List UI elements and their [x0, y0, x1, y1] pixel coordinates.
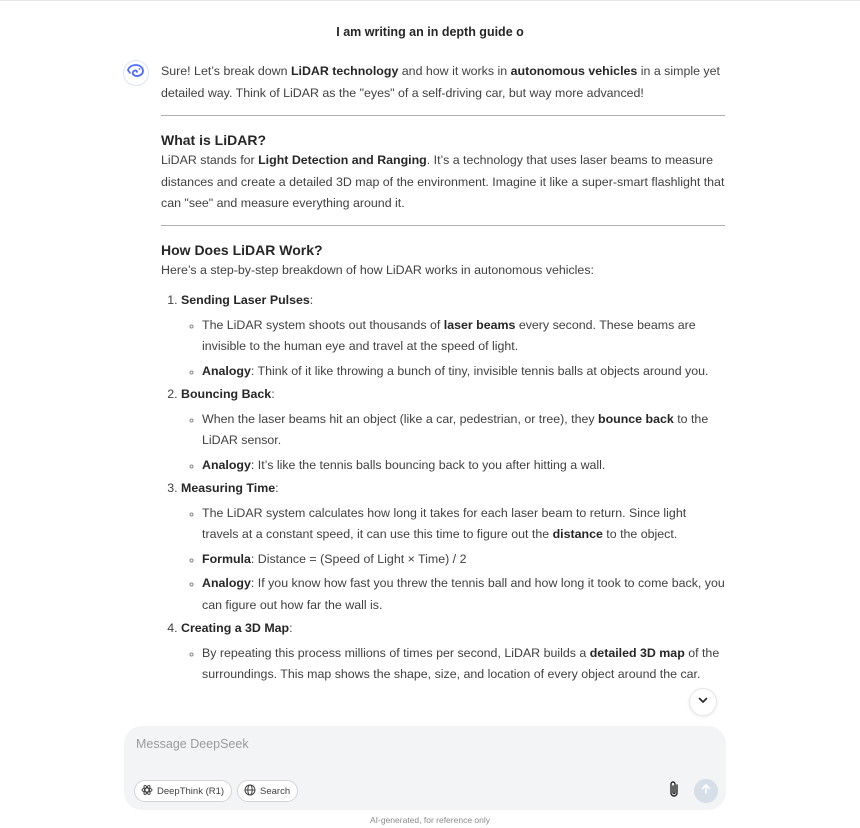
- section-intro: Here’s a step-by-step breakdown of how LiDAR works in autonomous vehicles:: [161, 262, 594, 277]
- deepthink-label: DeepThink (R1): [157, 785, 225, 797]
- bold-text: detailed 3D map: [589, 645, 685, 660]
- step-item: 2. Bouncing Back: ◦ When the laser beams hit an object (like a car, pedestrian, or tree), they bounce back to the LiDAR sensor. ◦ Analogy: It’s like the tennis balls bouncing back to you after hitting a wall.: [181, 384, 725, 476]
- scroll-to-bottom-button[interactable]: [689, 688, 717, 716]
- bold-text: bounce back: [598, 411, 674, 426]
- bold-text: Light Detection and Ranging: [258, 153, 427, 167]
- search-label: Search: [260, 785, 291, 797]
- divider: [161, 115, 725, 116]
- bold-text: distance: [552, 527, 603, 541]
- bold-text: Analogy: [202, 363, 251, 378]
- bullet-item: ◦ The LiDAR system shoots out thousands of laser beams every second. These beams are invisible to the human eye and travel at the speed of light.: [202, 315, 725, 358]
- bold-text: Analogy: [202, 457, 251, 472]
- step-item: 1. Sending Laser Pulses: ◦ The LiDAR system shoots out thousands of laser beams every second. These beams are invisible to the human eye and travel at the speed of light. ◦ Analogy: Think of it like throwing a bunch of tiny, invisible tennis balls at objects around you.: [181, 290, 725, 382]
- bullet-item: ◦ By repeating this process millions of times per second, LiDAR builds a detailed 3D map of the surroundings. This map shows the shape, size, and location of every object around the car.: [202, 643, 725, 686]
- intro-paragraph: Sure! Let’s break down LiDAR technology and how it works in autonomous vehicles in a simple yet detailed way. Think of LiDAR as the "eyes" of a self-driving car, but way more advanced!: [161, 64, 720, 100]
- step-bullets: [181, 503, 725, 617]
- bold-text: laser beams: [443, 317, 516, 332]
- bullet-item: ◦ Analogy: It’s like the tennis balls bouncing back to you after hitting a wall.: [202, 455, 725, 477]
- bold-text: autonomous vehicles: [510, 64, 638, 78]
- atom-icon: [141, 784, 153, 799]
- step-bullets: [181, 643, 725, 686]
- bullet-item: ◦ Analogy: Think of it like throwing a bunch of tiny, invisible tennis balls at objects around you.: [202, 361, 725, 383]
- step-title: Creating a 3D Map: [181, 621, 290, 635]
- steps-list: [161, 290, 725, 686]
- message-composer: [124, 726, 726, 810]
- step-bullets: [181, 315, 725, 383]
- search-toggle[interactable]: [237, 780, 298, 802]
- chat-title: I am writing an in depth guide o: [336, 25, 524, 39]
- step-item: 4. Creating a 3D Map: ◦ By repeating this process millions of times per second, LiDAR builds a detailed 3D map of the surroundings. This map shows the shape, size, and location of every object around the car.: [181, 618, 725, 686]
- bold-text: Analogy: [202, 576, 251, 590]
- step-title: Bouncing Back: [181, 387, 272, 401]
- attach-button[interactable]: [664, 781, 684, 801]
- deepseek-whale-icon: [127, 64, 145, 83]
- section-heading: What is LiDAR?: [161, 132, 266, 148]
- paperclip-icon: [667, 780, 681, 803]
- arrow-up-icon: [700, 782, 712, 800]
- assistant-avatar: [123, 60, 149, 86]
- step-bullets: [181, 409, 725, 477]
- assistant-message: [161, 61, 725, 686]
- step-item: 3. Measuring Time: ◦ The LiDAR system calculates how long it takes for each laser beam to return. Since light travels at a constant speed, it can use this time to figure out the distance to the object. ◦ Formula: Distance = (Speed of Light × Time) / 2 ◦ Analogy: If you know how fast you threw the tennis ball and how long it took to come back, you can figure out how far the wall is.: [181, 478, 725, 616]
- section-paragraph: LiDAR stands for Light Detection and Ranging. It’s a technology that uses laser beams to measure distances and create a detailed 3D map of the environment. Imagine it like a super-smart flashlight that can "see" and measure everything around it.: [161, 153, 725, 210]
- globe-icon: [244, 784, 256, 799]
- section-heading: How Does LiDAR Work?: [161, 241, 323, 258]
- bold-text: LiDAR technology: [290, 64, 399, 78]
- top-divider: [0, 0, 860, 1]
- bullet-item: ◦ When the laser beams hit an object (like a car, pedestrian, or tree), they bounce back to the LiDAR sensor.: [202, 409, 725, 452]
- send-button[interactable]: [694, 779, 718, 803]
- message-input[interactable]: Message DeepSeek: [136, 737, 249, 751]
- bold-text: Formula: [202, 551, 251, 566]
- chevron-down-icon: [697, 693, 709, 711]
- deepthink-toggle[interactable]: [134, 780, 232, 802]
- bullet-item: ◦ Formula: Distance = (Speed of Light × Time) / 2: [202, 549, 725, 571]
- divider: [161, 225, 725, 226]
- bullet-item: ◦ Analogy: If you know how fast you threw the tennis ball and how long it took to come back, you can figure out how far the wall is.: [202, 573, 725, 616]
- disclaimer: AI-generated, for reference only: [369, 815, 490, 825]
- step-title: Measuring Time: [181, 481, 276, 495]
- step-title: Sending Laser Pulses: [181, 293, 310, 307]
- bullet-item: ◦ The LiDAR system calculates how long it takes for each laser beam to return. Since light travels at a constant speed, it can use this time to figure out the distance to the object.: [202, 503, 725, 546]
